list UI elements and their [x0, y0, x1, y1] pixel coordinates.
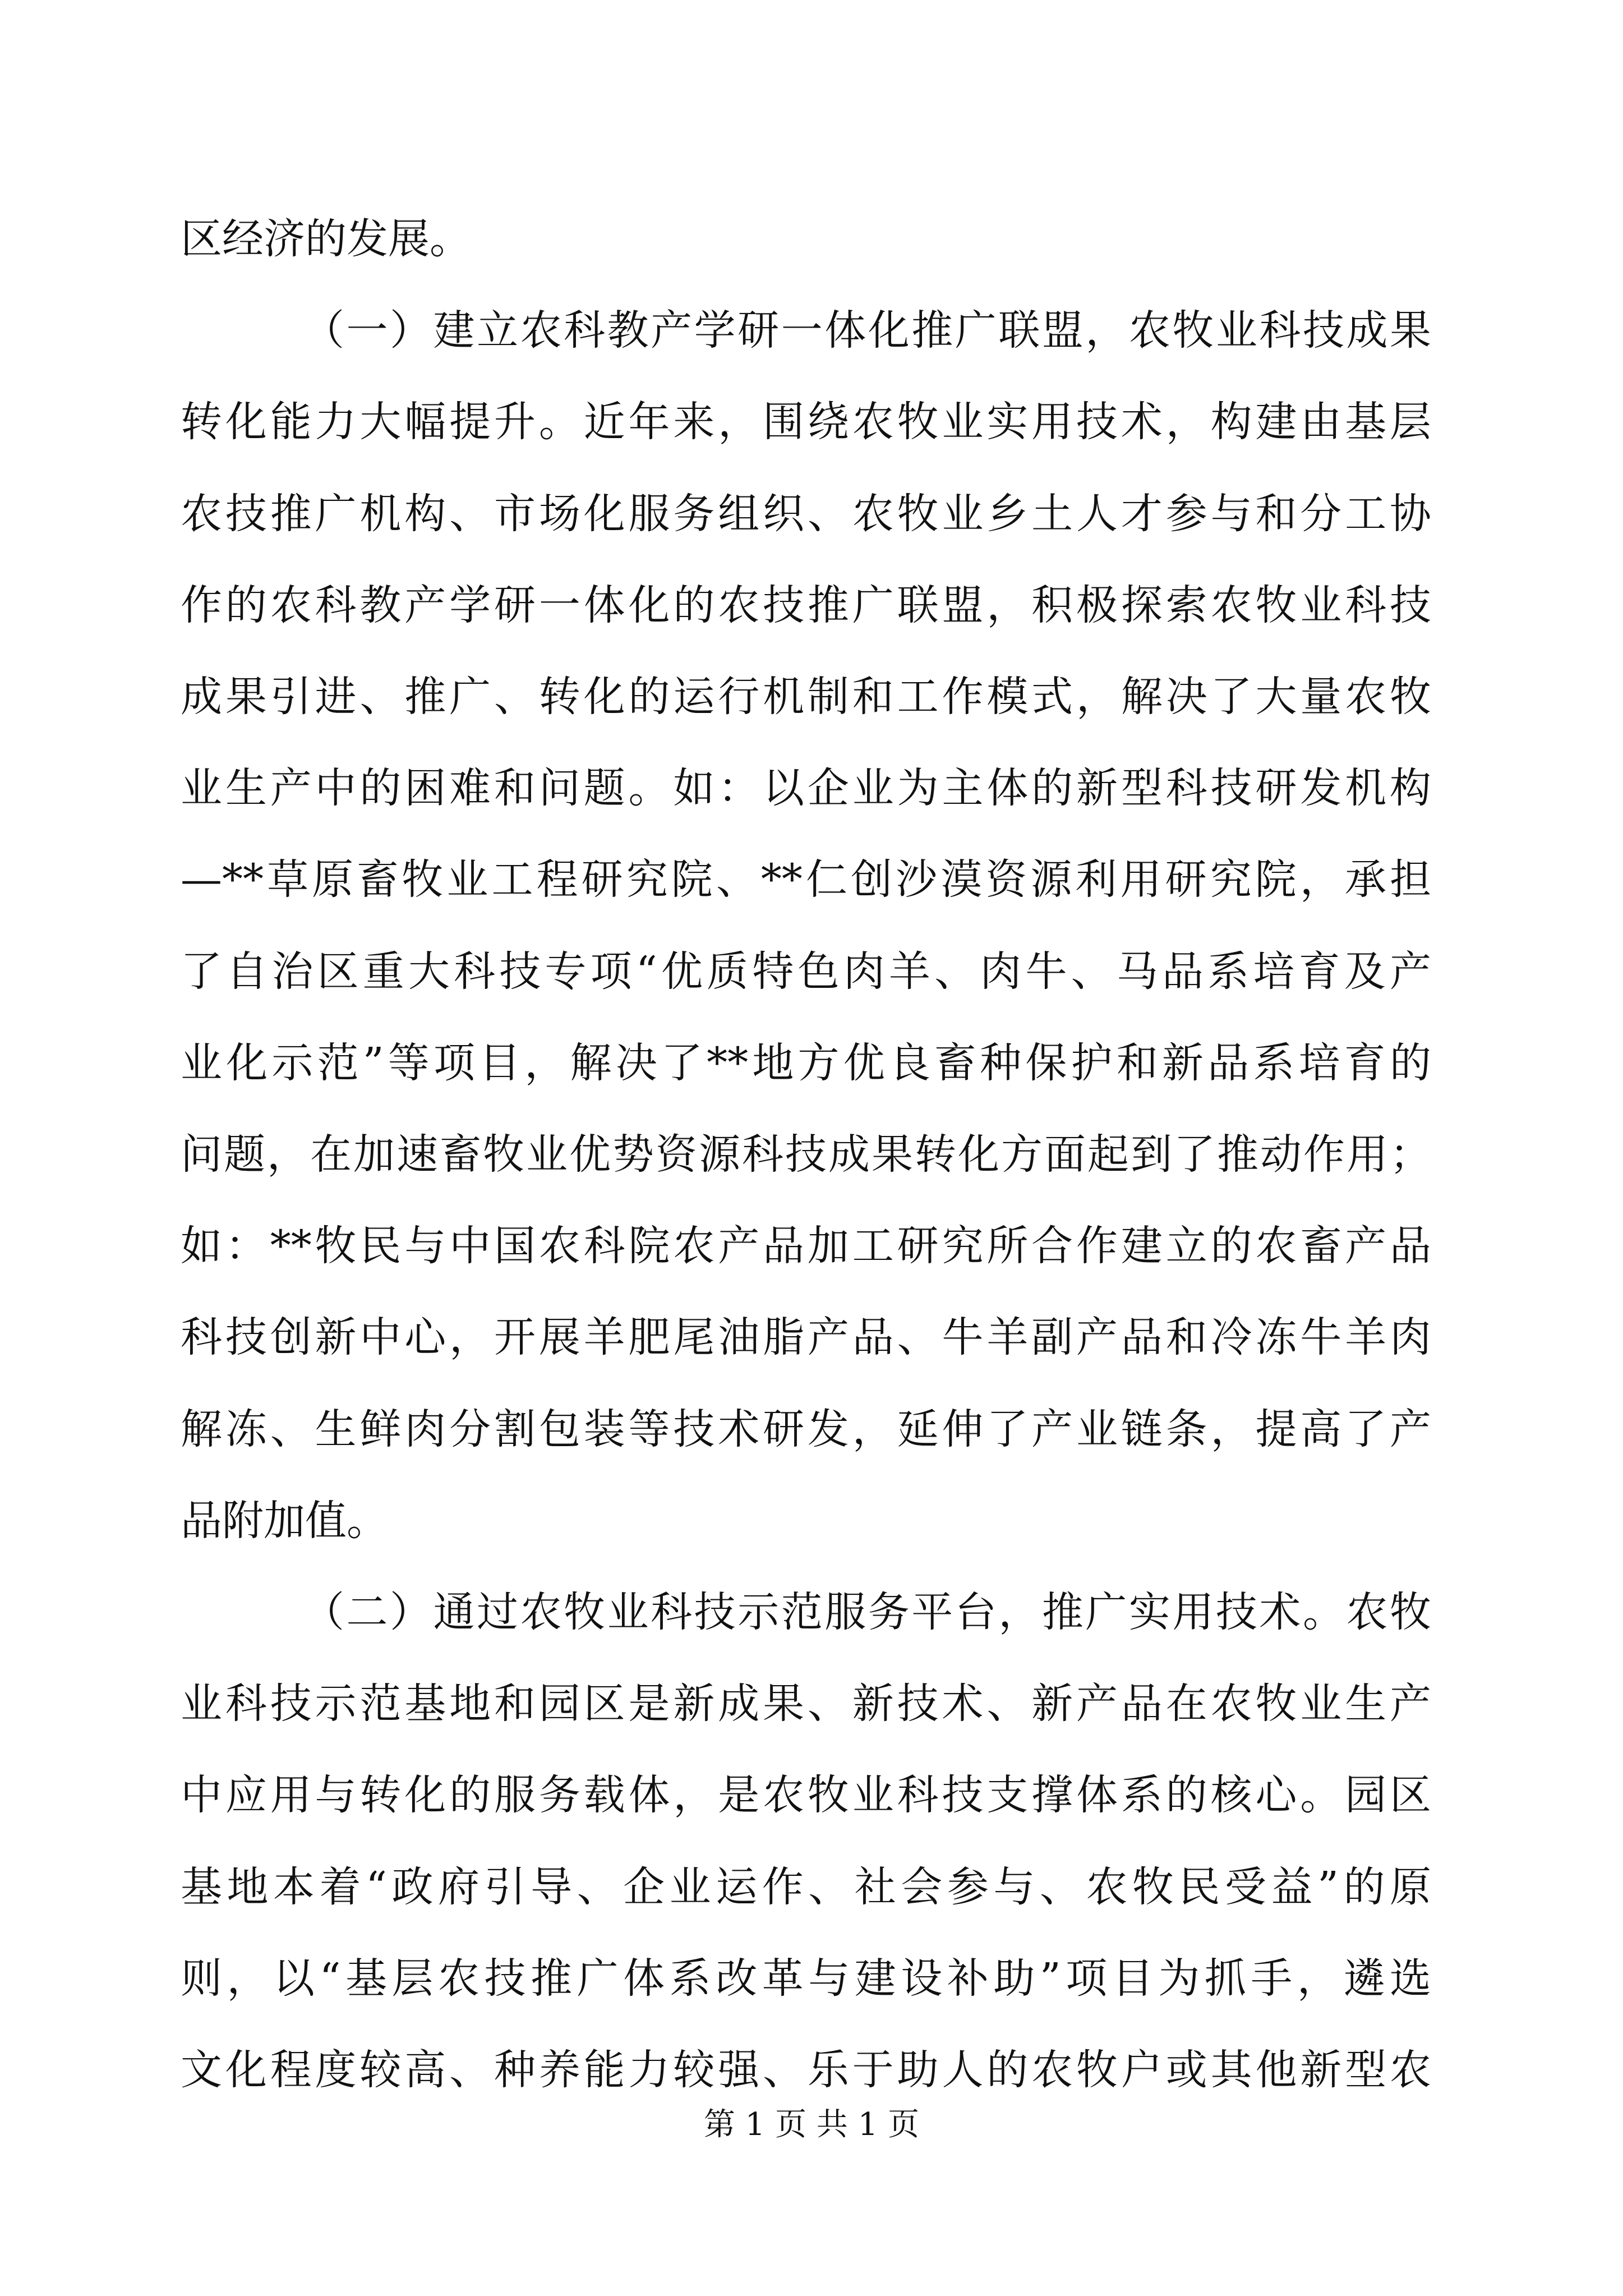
- text-line: 业科技示范基地和园区是新成果、新技术、新产品在农牧业生产: [181, 1680, 1431, 1728]
- text-line: 区经济的发展。: [181, 215, 471, 263]
- text-line: （二）通过农牧业科技示范服务平台，推广实用技术。农牧: [303, 1588, 1431, 1636]
- text-line: 成果引进、推广、转化的运行机制和工作模式，解决了大量农牧: [181, 673, 1431, 721]
- text-line: 解冻、生鲜肉分割包装等技术研发，延伸了产业链条，提高了产: [181, 1405, 1431, 1453]
- text-line: 业化示范”等项目，解决了**地方优良畜种保护和新品系培育的: [181, 1039, 1431, 1087]
- page-number-footer: 第 1 页 共 1 页: [703, 2106, 920, 2143]
- text-line: 作的农科教产学研一体化的农技推广联盟，积极探索农牧业科技: [181, 581, 1431, 629]
- text-line: 问题，在加速畜牧业优势资源科技成果转化方面起到了推动作用；: [181, 1130, 1431, 1179]
- text-line: 了自治区重大科技专项“优质特色肉羊、肉牛、马品系培育及产: [181, 947, 1431, 996]
- text-line: 农技推广机构、市场化服务组织、农牧业乡土人才参与和分工协: [181, 490, 1431, 538]
- text-line: —**草原畜牧业工程研究院、**仁创沙漠资源利用研究院，承担: [181, 855, 1431, 904]
- text-line: 中应用与转化的服务载体，是农牧业科技支撑体系的核心。园区: [181, 1771, 1431, 1819]
- text-line: （一）建立农科教产学研一体化推广联盟，农牧业科技成果: [303, 306, 1431, 355]
- text-line: 科技创新中心，开展羊肥尾油脂产品、牛羊副产品和冷冻牛羊肉: [181, 1313, 1431, 1361]
- text-line: 文化程度较高、种养能力较强、乐于助人的农牧户或其他新型农: [181, 2046, 1431, 2094]
- text-line: 则，以“基层农技推广体系改革与建设补助”项目为抓手，遴选: [181, 1954, 1431, 2003]
- text-line: 基地本着“政府引导、企业运作、社会参与、农牧民受益”的原: [181, 1863, 1431, 1911]
- text-line: 品附加值。: [181, 1497, 388, 1545]
- text-line: 转化能力大幅提升。近年来，围绕农牧业实用技术，构建由基层: [181, 398, 1431, 446]
- text-line: 业生产中的困难和问题。如：以企业为主体的新型科技研发机构: [181, 764, 1431, 812]
- text-line: 如：**牧民与中国农科院农产品加工研究所合作建立的农畜产品: [181, 1222, 1431, 1270]
